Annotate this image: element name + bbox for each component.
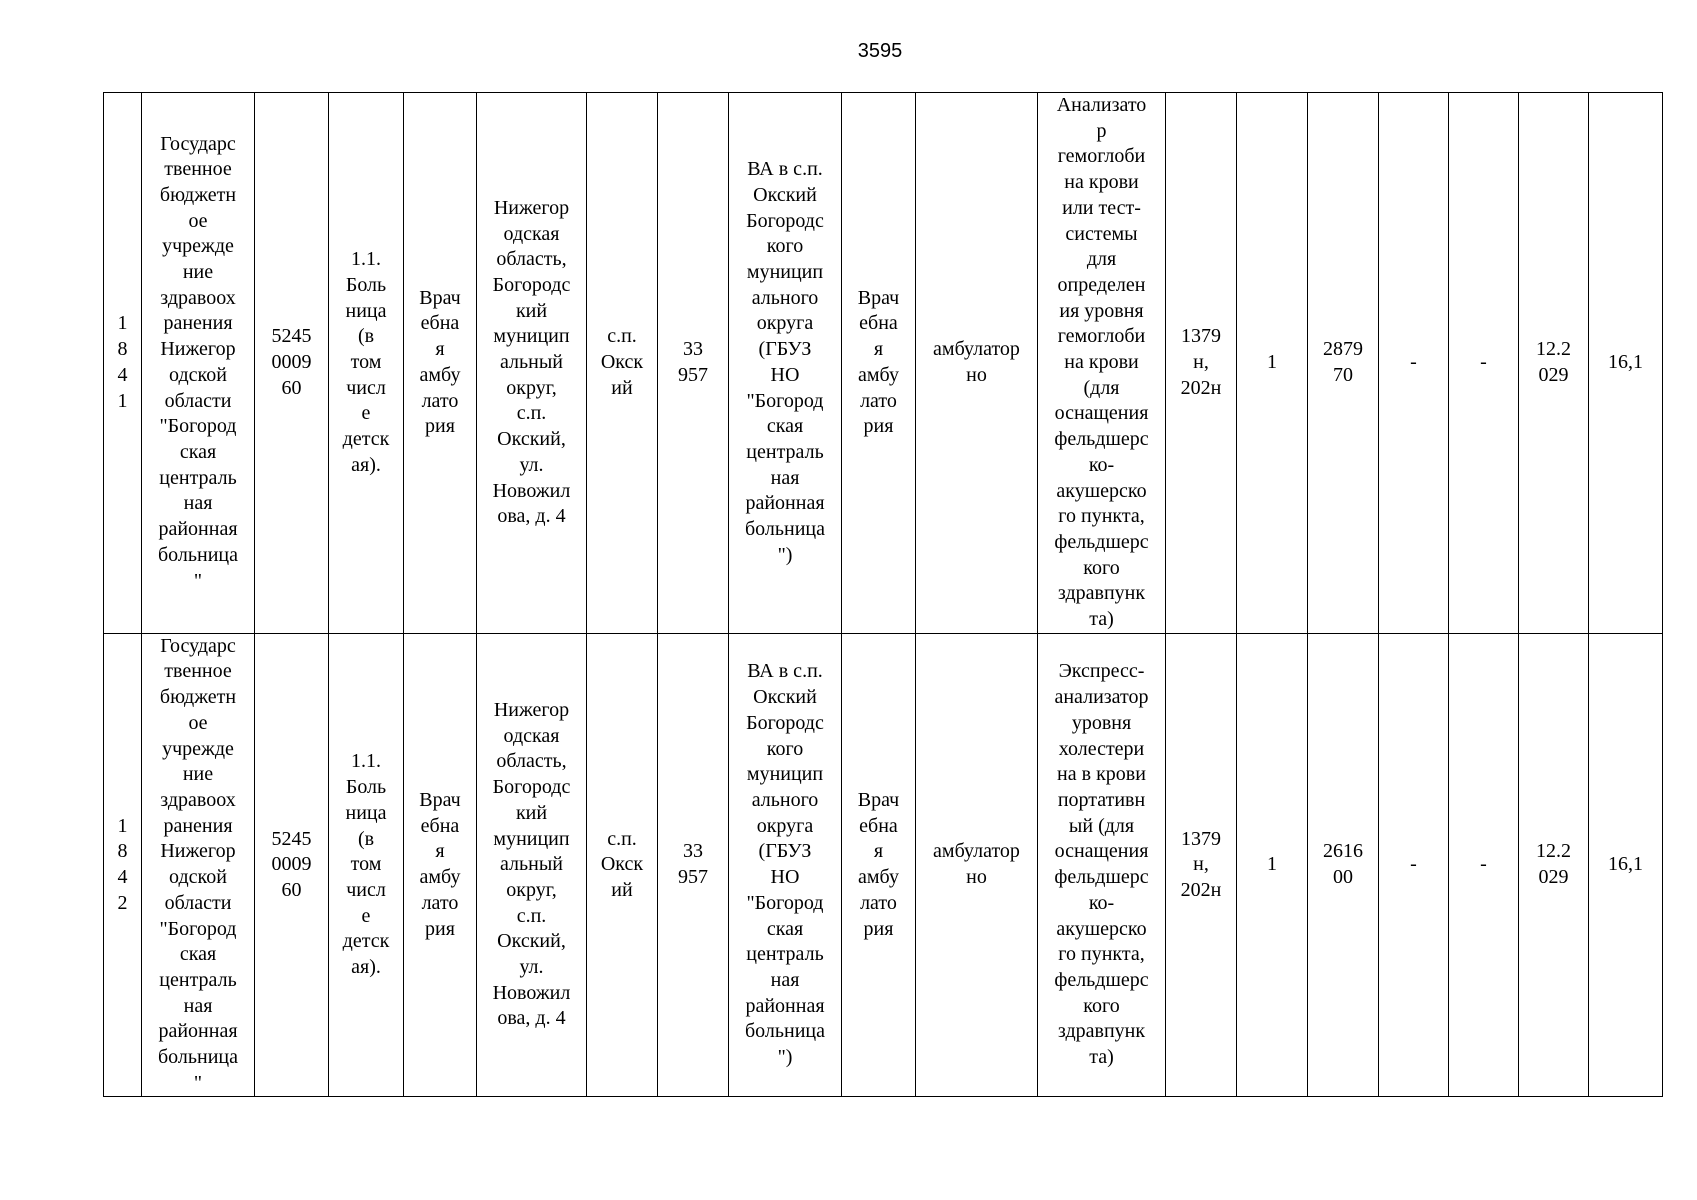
- cell-population: 33 957: [658, 93, 729, 634]
- cell-unit-type: Врач ебна я амбу лато рия: [842, 93, 916, 634]
- cell-unit-name: ВА в с.п. Окский Богородс кого муницип ального округа (ГБУЗ НО "Богород ская централь ная районная больница "): [729, 93, 842, 634]
- cell-population: 33 957: [658, 633, 729, 1097]
- cell-equipment: Экспресс- анализатор уровня холестери на в крови портативн ый (для оснащения фельдшерс ко- акушерско го пункта, фельдшерс кого здравпунк та): [1038, 633, 1166, 1097]
- cell-facility-type: Врач ебна я амбу лато рия: [404, 633, 477, 1097]
- cell-settlement: с.п. Окск ий: [587, 93, 658, 634]
- cell-organization: Государс твенное бюджетн ое учрежде ние здравоох ранения Нижегор одской области "Богород ская централь ная районная больница ": [142, 633, 255, 1097]
- cell-date: 12.2 029: [1519, 633, 1589, 1097]
- cell-organization: Государс твенное бюджетн ое учрежде ние здравоох ранения Нижегор одской области "Богород ская централь ная районная больница ": [142, 93, 255, 634]
- cell-equipment: Анализато р гемоглоби на крови или тест- системы для определен ия уровня гемоглоби на крови (для оснащения фельдшерс ко- акушерско го пункта, фельдшерс кого здравпунк та): [1038, 93, 1166, 634]
- cell-value: 16,1: [1589, 93, 1663, 634]
- cell-unit-type: Врач ебна я амбу лато рия: [842, 633, 916, 1097]
- cell-facility-type: Врач ебна я амбу лато рия: [404, 93, 477, 634]
- cell-col-b: -: [1449, 633, 1519, 1097]
- cell-col-a: -: [1379, 93, 1449, 634]
- cell-category: 1.1. Боль ница (в том числ е детск ая).: [329, 93, 404, 634]
- cell-price: 2879 70: [1308, 93, 1379, 634]
- cell-category: 1.1. Боль ница (в том числ е детск ая).: [329, 633, 404, 1097]
- cell-inn: 5245 0009 60: [255, 93, 329, 634]
- page-number: 3595: [857, 40, 903, 62]
- cell-row-number: 1 8 4 2: [104, 633, 142, 1097]
- registry-table: [103, 92, 1663, 1097]
- cell-col-b: -: [1449, 93, 1519, 634]
- table-row: [104, 93, 1663, 634]
- cell-address: Нижегор одская область, Богородс кий муницип альный округ, с.п. Окский, ул. Новожил ова, д. 4: [477, 633, 587, 1097]
- cell-settlement: с.п. Окск ий: [587, 633, 658, 1097]
- cell-value: 16,1: [1589, 633, 1663, 1097]
- cell-quantity: 1: [1237, 93, 1308, 634]
- cell-quantity: 1: [1237, 633, 1308, 1097]
- cell-care-form: амбулатор но: [916, 633, 1038, 1097]
- cell-care-form: амбулатор но: [916, 93, 1038, 634]
- cell-row-number: 1 8 4 1: [104, 93, 142, 634]
- cell-date: 12.2 029: [1519, 93, 1589, 634]
- cell-order: 1379 н, 202н: [1166, 633, 1237, 1097]
- table-row: [104, 633, 1663, 1097]
- cell-order: 1379 н, 202н: [1166, 93, 1237, 634]
- cell-price: 2616 00: [1308, 633, 1379, 1097]
- cell-address: Нижегор одская область, Богородс кий муницип альный округ, с.п. Окский, ул. Новожил ова, д. 4: [477, 93, 587, 634]
- cell-unit-name: ВА в с.п. Окский Богородс кого муницип ального округа (ГБУЗ НО "Богород ская централь ная районная больница "): [729, 633, 842, 1097]
- cell-inn: 5245 0009 60: [255, 633, 329, 1097]
- cell-col-a: -: [1379, 633, 1449, 1097]
